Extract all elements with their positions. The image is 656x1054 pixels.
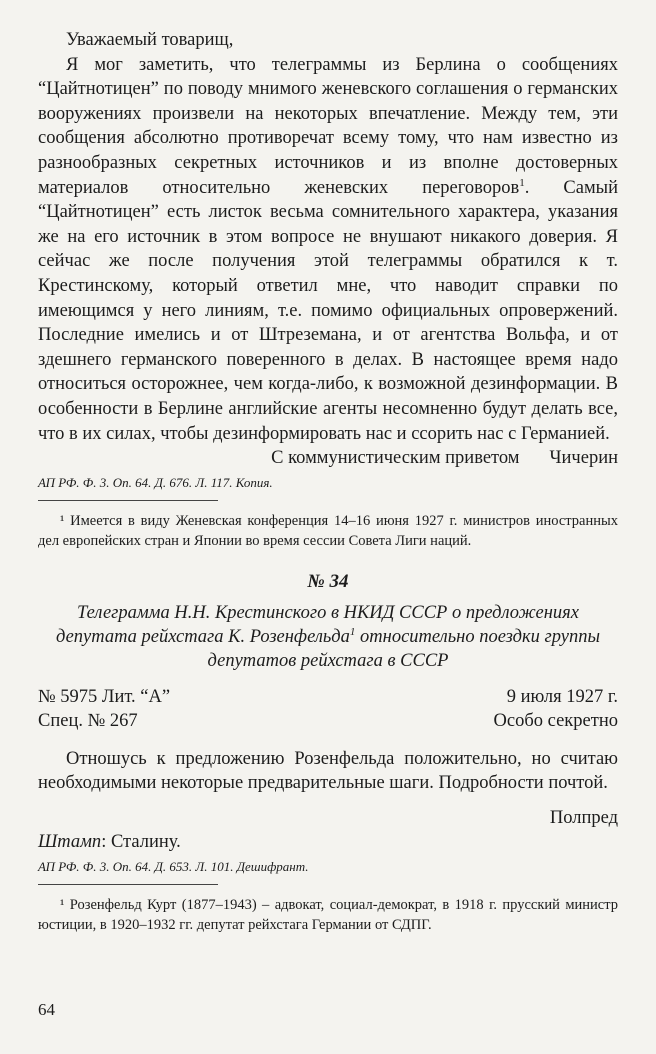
letter-signature: Чичерин <box>549 448 618 469</box>
telegram-signer: Полпред <box>549 807 618 828</box>
telegram-body: Отношусь к предложению Розенфельда положительно, но считаю необходимыми некоторые предварительные шаги. Подробности почтой. <box>38 748 618 794</box>
letter-salutation: Уважаемый товарищ, <box>66 30 234 50</box>
document-title-part1: Телеграмма Н.Н. Крестинского в НКИД СССР о предложениях депутата рейхстага К. Розенфельда <box>56 602 579 647</box>
document-number: № 34 <box>307 570 349 592</box>
letter-body-part2: . Самый “Цайтнотицен” есть листок весьма сомнительного характера, указания же на его источник в этом вопросе не внушают никакого доверия. Я сейчас же после получения этой телеграммы обратился к т. Крестинскому, который ответил мне, что наводит справки по имеющимся у него линиям, т.е. помимо официальных опровержений. Последние имелись и от Штреземана, и от агентства Вольфа, и от здешнего германского поверенного в делах. В настоящее время надо относиться осторожнее, чем когда-либо, к возможной дезинформации. В особенности в Берлине английские агенты несомненно будут делать все, что в их силах, чтобы дезинформировать нас и ссорить нас с Германией. <box>38 177 618 444</box>
document-title <box>38 601 618 673</box>
footnote-ref: 1 <box>519 176 525 189</box>
document-title-part2: относительно поездки группы депутатов рейхстага в СССР <box>207 626 600 671</box>
telegram-footnote: ¹ Розенфельд Курт (1877–1943) – адвокат, социал-демократ, в 1918 г. прусский министр юстиции, в 1920–1932 гг. депутат рейхстага Германии от СДПГ. <box>38 897 618 934</box>
document-date: 9 июля 1927 г. <box>506 686 618 707</box>
meta-row-1 <box>38 685 618 709</box>
telegram-source: АП РФ. Ф. 3. Оп. 64. Д. 653. Л. 101. Дешифрант. <box>38 859 309 875</box>
document-page <box>38 28 618 935</box>
letter-signature-row <box>38 446 618 471</box>
special-number: Спец. № 267 <box>38 710 138 731</box>
footnote-divider <box>38 500 218 501</box>
letter-closing: С коммунистическим приветом <box>271 448 520 469</box>
stamp-text: : Сталину. <box>101 832 181 853</box>
stamp-line <box>38 830 618 855</box>
letter-footnote: ¹ Имеется в виду Женевская конференция 14–16 июня 1927 г. министров иностранных дел европейских стран и Японии во время сессии Совета Лиги наций. <box>38 512 618 549</box>
letter-source: АП РФ. Ф. 3. Оп. 64. Д. 676. Л. 117. Копия. <box>38 474 273 490</box>
reference-number: № 5975 Лит. “А” <box>38 686 171 707</box>
letter-body-part1: Я мог заметить, что телеграммы из Берлина о сообщениях “Цайтнотицен” по поводу мнимого женевского соглашения о германских вооружениях произвели на некоторых впечатление. Между тем, эти сообщения абсолютно противоречат всему тому, что нам известно из разнообразных секретных источников и из вполне достоверных материалов относительно женевских переговоров <box>38 54 618 198</box>
stamp-label: Штамп <box>38 832 102 853</box>
letter-body <box>38 53 618 447</box>
page-number: 64 <box>38 1000 55 1019</box>
classification: Особо секретно <box>493 710 618 731</box>
meta-row-2 <box>38 709 618 733</box>
title-footnote-ref: 1 <box>349 625 356 638</box>
footnote-divider-2 <box>38 884 218 885</box>
